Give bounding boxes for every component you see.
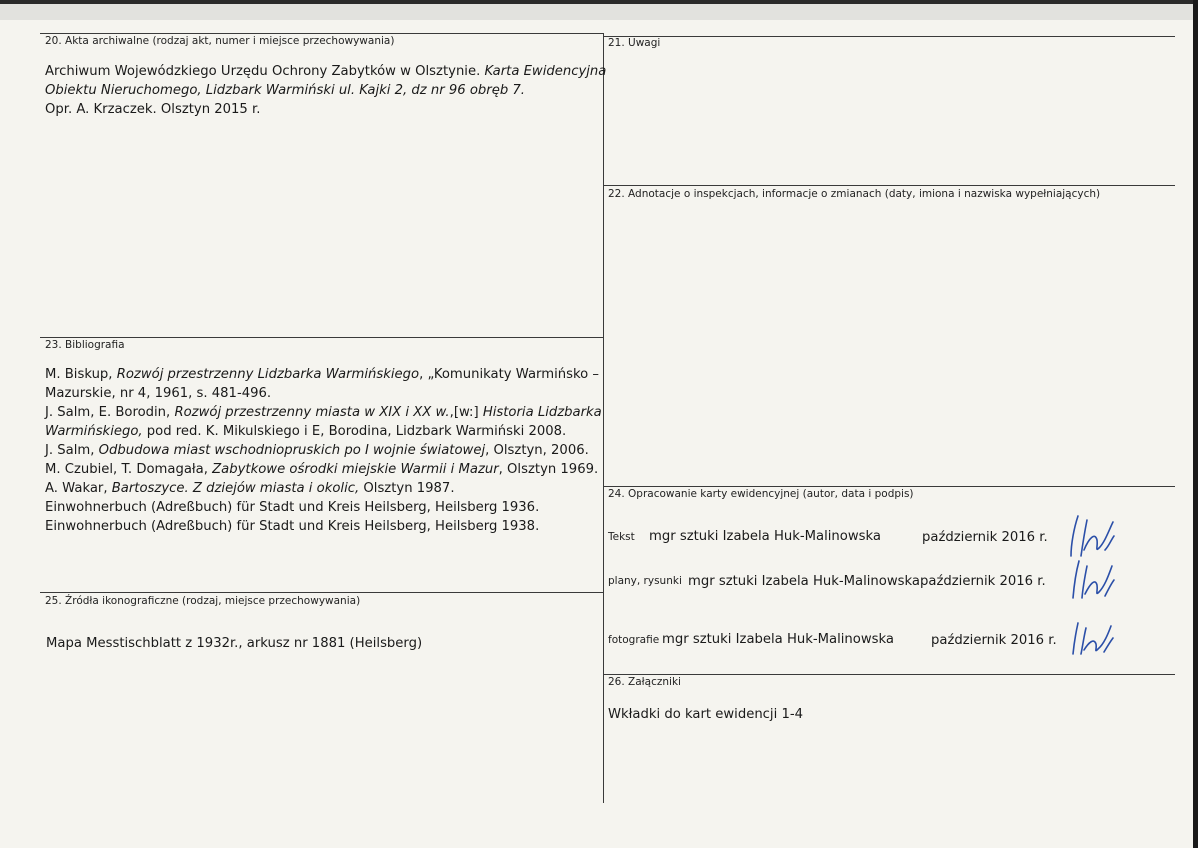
s23-line-5-seg-3: , Olsztyn, 2006. xyxy=(485,443,589,458)
s20-line-3 xyxy=(45,100,606,119)
rule-21 xyxy=(603,36,1175,37)
section-20-body xyxy=(45,62,606,119)
s20-line-1 xyxy=(45,62,606,81)
section-25-header: 25. Źródła ikonograficzne (rodzaj, miejsce przechowywania) xyxy=(45,595,361,607)
scan-right-edge xyxy=(1193,0,1198,848)
s23-line-8 xyxy=(45,498,602,517)
section-26-header: 26. Załączniki xyxy=(608,676,681,688)
signature-3 xyxy=(1068,618,1128,658)
s23-line-1-seg-1: M. Biskup, xyxy=(45,367,117,382)
column-divider xyxy=(603,33,604,803)
s24-row3-date: październik 2016 r. xyxy=(931,633,1057,648)
section-26-text: Wkładki do kart ewidencji 1-4 xyxy=(608,707,803,722)
s24-row1-author: mgr sztuki Izabela Huk-Malinowska xyxy=(649,529,881,544)
s23-line-6-seg-3: , Olsztyn 1969. xyxy=(498,462,599,477)
section-22-header: 22. Adnotacje o inspekcjach, informacje o zmianach (daty, imiona i nazwiska wypełniających) xyxy=(608,188,1101,200)
s23-line-8-seg-1: Einwohnerbuch (Adreßbuch) für Stadt und Kreis Heilsberg, Heilsberg 1936. xyxy=(45,500,540,515)
s23-line-7-seg-2: Bartoszyce. Z dziejów miasta i okolic, xyxy=(111,481,360,496)
s20-line-3-seg-1: Opr. A. Krzaczek. Olsztyn 2015 r. xyxy=(45,102,261,117)
s23-line-9 xyxy=(45,517,602,536)
signature-2 xyxy=(1068,556,1128,604)
s23-line-9-seg-1: Einwohnerbuch (Adreßbuch) für Stadt und Kreis Heilsberg, Heilsberg 1938. xyxy=(45,519,540,534)
signature-1 xyxy=(1065,510,1135,562)
s23-line-5 xyxy=(45,441,602,460)
s23-line-6-seg-1: M. Czubiel, T. Domagała, xyxy=(45,462,213,477)
rule-24 xyxy=(603,486,1175,487)
s23-line-7 xyxy=(45,479,602,498)
s24-row2-label: plany, rysunki xyxy=(608,575,682,587)
s23-line-3-seg-3: ,[w:] xyxy=(449,405,483,420)
s23-line-4 xyxy=(45,422,602,441)
rule-22 xyxy=(603,185,1175,186)
s23-line-7-seg-1: A. Wakar, xyxy=(45,481,112,496)
s23-line-6-seg-2: Zabytkowe ośrodki miejskie Warmii i Mazur xyxy=(212,462,499,477)
s23-line-3-seg-4: Historia Lidzbarka xyxy=(482,405,602,420)
s24-row1-date: październik 2016 r. xyxy=(922,530,1048,545)
s23-line-5-seg-1: J. Salm, xyxy=(45,443,99,458)
s23-line-1 xyxy=(45,365,602,384)
s23-line-3-seg-1: J. Salm, E. Borodin, xyxy=(45,405,175,420)
s23-line-1-seg-2: Rozwój przestrzenny Lidzbarka Warmińskiego xyxy=(116,367,420,382)
s24-row3-label: fotografie xyxy=(608,634,660,646)
s24-row2-date: październik 2016 r. xyxy=(920,574,1046,589)
section-25-text: Mapa Messtischblatt z 1932r., arkusz nr 1881 (Heilsberg) xyxy=(46,636,423,651)
s23-line-2 xyxy=(45,384,602,403)
section-20-header: 20. Akta archiwalne (rodzaj akt, numer i miejsce przechowywania) xyxy=(45,35,395,47)
s24-row3-author: mgr sztuki Izabela Huk-Malinowska xyxy=(662,632,894,647)
s23-line-6 xyxy=(45,460,602,479)
s23-line-5-seg-2: Odbudowa miast wschodniopruskich po I wojnie światowej xyxy=(98,443,486,458)
s23-line-7-seg-3: Olsztyn 1987. xyxy=(359,481,455,496)
scan-top-edge xyxy=(0,0,1198,4)
rule-26 xyxy=(603,674,1175,675)
rule-23 xyxy=(40,337,603,338)
section-21-header: 21. Uwagi xyxy=(608,37,661,49)
s23-line-3-seg-2: Rozwój przestrzenny miasta w XIX i XX w. xyxy=(174,405,450,420)
s23-line-4-seg-2: Warmińskiego, xyxy=(45,424,143,439)
s20-line-1-seg-2: Karta Ewidencyjna xyxy=(484,64,607,79)
s23-line-1-seg-3: , „Komunikaty Warmińsko – xyxy=(419,367,600,382)
section-23-body xyxy=(45,365,602,536)
rule-25 xyxy=(40,592,603,593)
s24-row2-author: mgr sztuki Izabela Huk-Malinowska xyxy=(688,574,920,589)
rule-20 xyxy=(40,33,603,34)
s20-line-2 xyxy=(45,81,606,100)
s23-line-4-seg-3: pod red. K. Mikulskiego i E, Borodina, Lidzbark Warmiński 2008. xyxy=(142,424,567,439)
s20-line-2-seg-2: Obiektu Nieruchomego, Lidzbark Warmiński ul. Kajki 2, dz nr 96 obręb 7. xyxy=(45,83,525,98)
section-23-header: 23. Bibliografia xyxy=(45,339,125,351)
s23-line-2-seg-1: Mazurskie, nr 4, 1961, s. 481-496. xyxy=(45,386,272,401)
s24-row1-label: Tekst xyxy=(608,531,635,543)
s20-line-1-seg-1: Archiwum Wojewódzkiego Urzędu Ochrony Zabytków w Olsztynie. xyxy=(45,64,485,79)
section-24-header: 24. Opracowanie karty ewidencyjnej (autor, data i podpis) xyxy=(608,488,914,500)
s23-line-3 xyxy=(45,403,602,422)
